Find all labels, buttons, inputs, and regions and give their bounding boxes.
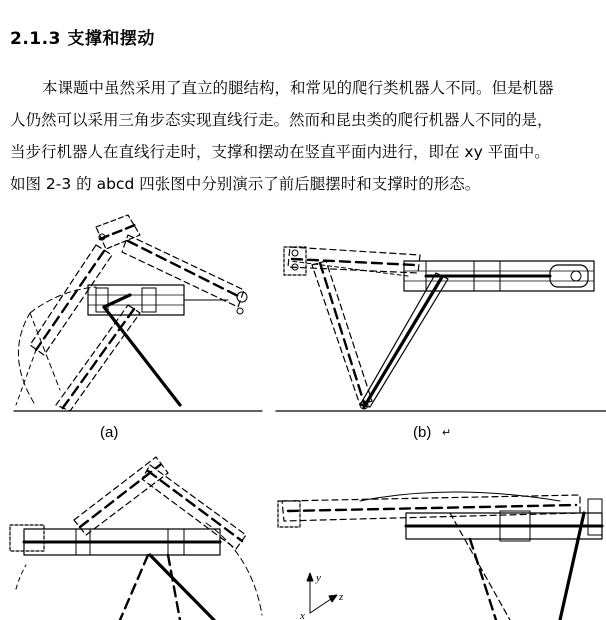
panel-a-diagram [14, 215, 262, 411]
panel-d-diagram [278, 492, 602, 620]
section-heading: 2.1.3 支撑和摆动 [10, 29, 155, 49]
paragraph-line: 本课题中虽然采用了直立的腿结构，和常见的爬行类机器人不同。但是机器 [42, 79, 554, 97]
axis-x-label: x [300, 610, 305, 620]
paragraph-line: 人仍然可以采用三角步态实现直线行走。然而和昆虫类的爬行机器人不同的是， [10, 111, 553, 129]
paragraph-line: 当步行机器人在直线行走时，支撑和摆动在竖直平面内进行，即在 xy 平面中。 [10, 143, 550, 161]
swing-arc-a [18, 313, 34, 403]
coordinate-axes [307, 573, 337, 613]
panel-b-return-mark: ↵ [442, 427, 452, 439]
panel-c-diagram [10, 457, 262, 620]
paragraph-line: 如图 2-3 的 abcd 四张图中分别演示了前后腿摆时和支撑时的形态。 [10, 175, 481, 193]
panel-b-caption: (b) [413, 424, 432, 441]
body-paragraph [10, 72, 606, 200]
panel-a-caption: (a) [100, 424, 119, 441]
axis-y-label: y [316, 572, 321, 584]
panel-b-diagram [276, 247, 606, 411]
leg-solid-b [364, 277, 442, 407]
figure-2-3 [0, 195, 606, 620]
axis-z-label: z [339, 591, 344, 603]
